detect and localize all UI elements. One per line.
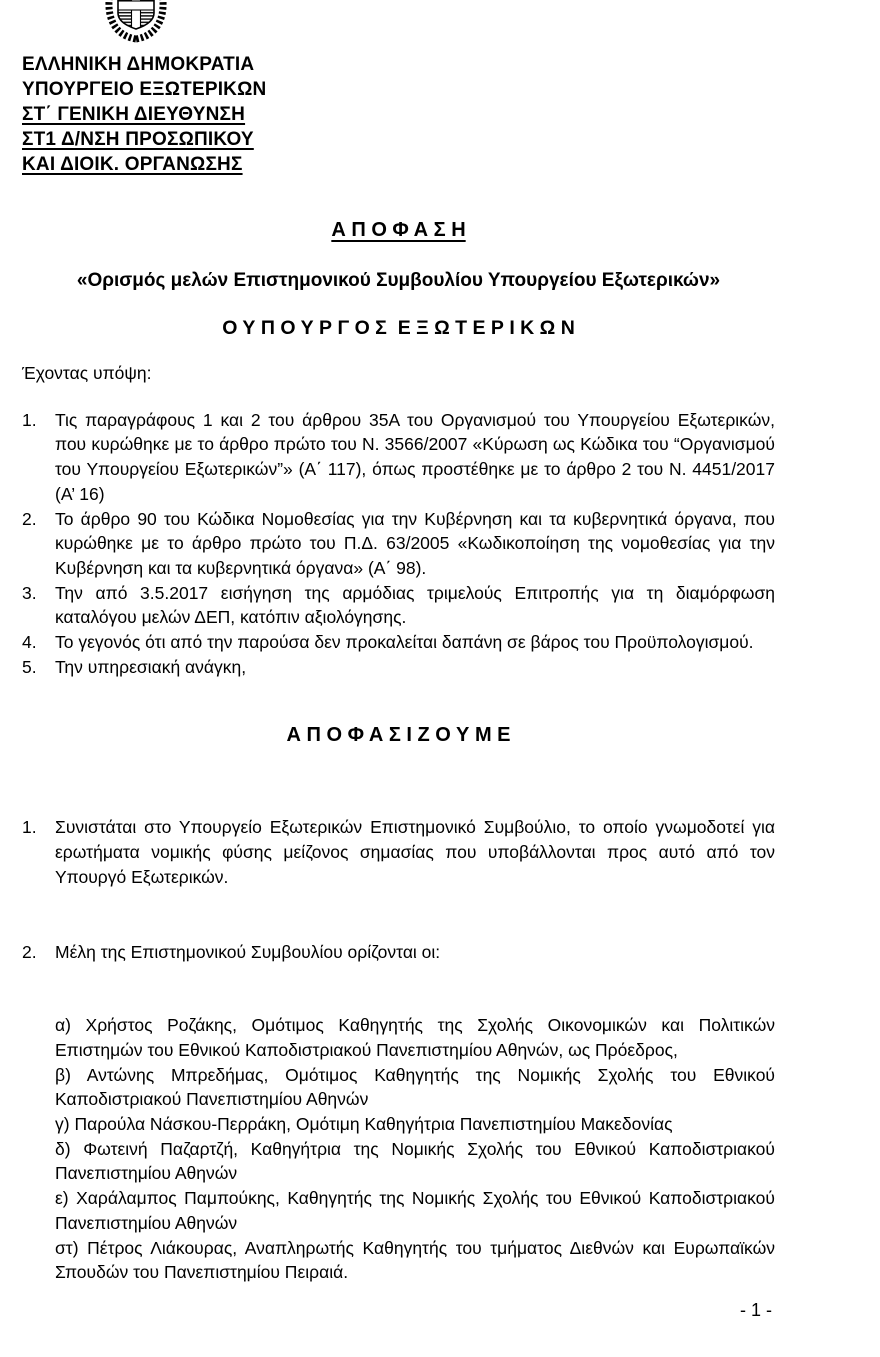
letterhead-line-underlined: ΚΑΙ ΔΙΟΙΚ. ΟΡΓΑΝΩΣΗΣ bbox=[22, 154, 243, 175]
item-number: 4. bbox=[22, 632, 37, 653]
issuer-heading: Ο Υ Π Ο Υ Ρ Γ Ο Σ Ε Ξ Ω Τ Ε Ρ Ι Κ Ω Ν bbox=[222, 317, 575, 339]
letterhead-lines-underlined bbox=[22, 102, 775, 177]
member-text: Πέτρος Λιάκουρας, Αναπληρωτής Καθηγητής του τμήματος Διεθνών και Ευρωπαϊκών Σπουδών του Πανεπιστημίου Πειραιά. bbox=[55, 1237, 775, 1283]
member-item bbox=[55, 1137, 775, 1186]
letterhead-line-underlined: ΣΤ΄ ΓΕΝΙΚΗ ΔΙΕΥΘΥΝΣΗ bbox=[22, 104, 246, 125]
member-marker: ε) bbox=[55, 1188, 69, 1209]
member-text: Φωτεινή Παζαρτζή, Καθηγήτρια της Νομικής Σχολής του Εθνικού Καποδιστριακού Πανεπιστημίου Αθηνών bbox=[55, 1138, 775, 1184]
member-marker: β) bbox=[55, 1064, 71, 1085]
member-text: Παρούλα Νάσκου-Περράκη, Ομότιμη Καθηγήτρια Πανεπιστημίου Μακεδονίας bbox=[74, 1114, 673, 1135]
member-item bbox=[55, 1013, 775, 1062]
numbered-item bbox=[22, 815, 775, 889]
item-text: Την από 3.5.2017 εισήγηση της αρμόδιας τριμελούς Επιτροπής για τη διαμόρφωση καταλόγου μελών ΔΕΠ, κατόπιν αξιολόγησης. bbox=[55, 582, 775, 628]
numbered-item bbox=[22, 581, 775, 630]
member-text: Χρήστος Ροζάκης, Ομότιμος Καθηγητής της Σχολής Οικονομικών και Πολιτικών Επιστημών του Εθνικού Καποδιστριακού Πανεπιστημίου Αθηνών, ως Πρόεδρος, bbox=[55, 1015, 775, 1060]
letterhead-lines bbox=[22, 52, 775, 102]
item-number: 1. bbox=[22, 817, 37, 838]
member-item bbox=[55, 1112, 775, 1137]
item-number: 2. bbox=[22, 508, 37, 529]
member-item bbox=[55, 1063, 775, 1112]
members-list bbox=[22, 1013, 775, 1285]
item-text: Μέλη της Επιστημονικού Συμβουλίου ορίζονται οι: bbox=[55, 941, 441, 962]
letterhead bbox=[22, 0, 775, 177]
item-text: Το άρθρο 90 του Κώδικα Νομοθεσίας για την Κυβέρνηση και τα κυβερνητικά όργανα, που κυρώθηκε με το άρθρο πρώτο του Π.Δ. 63/2005 «Κωδικοποίηση της νομοθεσίας για την Κυβέρνηση και τα κυβερνητικά όργανα» (Α΄ 98). bbox=[55, 508, 775, 578]
member-item bbox=[55, 1186, 775, 1235]
numbered-item bbox=[22, 408, 775, 507]
member-text: Χαράλαμπος Παμπούκης, Καθηγητής της Νομικής Σχολής του Εθνικού Καποδιστριακού Πανεπιστημίου Αθηνών bbox=[55, 1188, 775, 1233]
item-text: Συνιστάται στο Υπουργείο Εξωτερικών Επιστημονικό Συμβούλιο, το οποίο γνωμοδοτεί για ερωτήματα νομικής φύσης μείζονος σημασίας που υποβάλλονται προς αυτό από τον Υπουργό Εξωτερικών. bbox=[55, 817, 775, 887]
member-text: Αντώνης Μπρεδήμας, Ομότιμος Καθηγητής της Νομικής Σχολής του Εθνικού Καποδιστριακού Πανεπιστημίου Αθηνών bbox=[55, 1064, 775, 1110]
letterhead-line-underlined: ΣΤ1 Δ/ΝΣΗ ΠΡΟΣΩΠΙΚΟΥ bbox=[22, 129, 254, 150]
item-number: 1. bbox=[22, 409, 37, 430]
letterhead-line: ΥΠΟΥΡΓΕΙΟ ΕΞΩΤΕΡΙΚΩΝ bbox=[22, 79, 267, 100]
item-text: Το γεγονός ότι από την παρούσα δεν προκαλείται δαπάνη σε βάρος του Προϋπολογισμού. bbox=[55, 632, 754, 653]
articles-list bbox=[22, 815, 775, 964]
greek-coat-of-arms-icon bbox=[103, 0, 169, 43]
decision-title: Α Π Ο Φ Α Σ Η bbox=[331, 219, 466, 241]
item-number: 2. bbox=[22, 941, 37, 962]
item-text: Τις παραγράφους 1 και 2 του άρθρου 35Α του Οργανισμού του Υπουργείου Εξωτερικών, που κυρώθηκε με το άρθρο πρώτο του Ν. 3566/2007 «Κύρωση ως Κώδικα του “Οργανισμού του Υπουργείου Εξωτερικών”» (Α΄ 117), όπως προστέθηκε με το άρθρο 2 του Ν. 4451/2017 (Α’ 16) bbox=[55, 409, 775, 504]
item-number: 3. bbox=[22, 582, 37, 603]
preamble-intro: Έχοντας υπόψη: bbox=[22, 363, 152, 383]
member-marker: α) bbox=[55, 1015, 71, 1036]
considerations-list bbox=[22, 408, 775, 680]
decision-subject: «Ορισμός μελών Επιστημονικού Συμβουλίου Υπουργείου Εξωτερικών» bbox=[76, 270, 721, 291]
numbered-item bbox=[22, 655, 775, 680]
letterhead-line: ΕΛΛΗΝΙΚΗ ΔΗΜΟΚΡΑΤΙΑ bbox=[22, 54, 255, 75]
item-number: 5. bbox=[22, 656, 37, 677]
operative-heading: Α Π Ο Φ Α Σ Ι Ζ Ο Υ Μ Ε bbox=[286, 724, 511, 747]
member-marker: γ) bbox=[55, 1114, 70, 1135]
numbered-item bbox=[22, 507, 775, 581]
item-text: Την υπηρεσιακή ανάγκη, bbox=[55, 656, 247, 677]
numbered-item bbox=[22, 630, 775, 655]
page-number: - 1 - bbox=[739, 1300, 772, 1320]
member-item bbox=[55, 1236, 775, 1285]
member-marker: στ) bbox=[55, 1237, 79, 1258]
member-marker: δ) bbox=[55, 1138, 71, 1159]
numbered-item bbox=[22, 940, 775, 965]
